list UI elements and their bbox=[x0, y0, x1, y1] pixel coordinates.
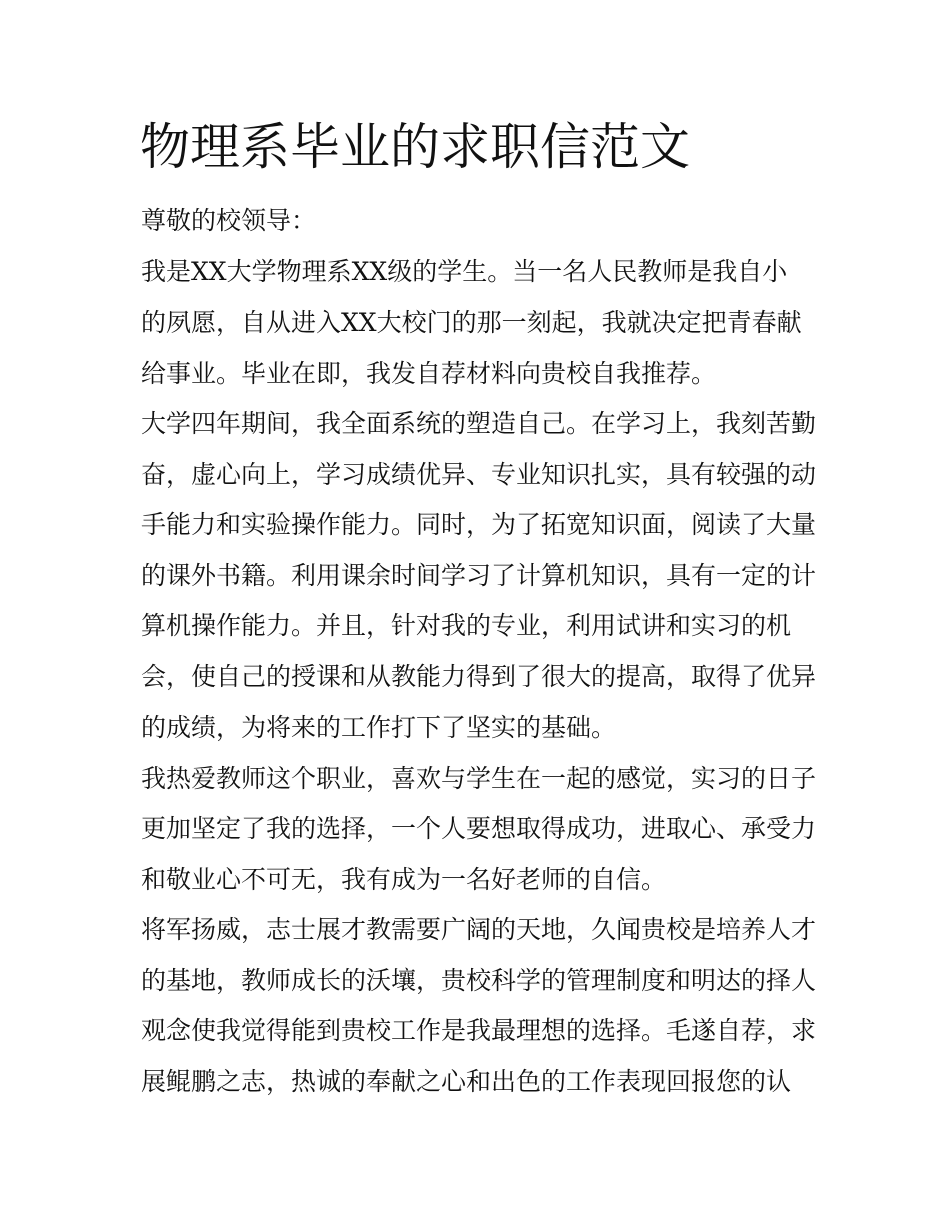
body-line: 大学四年期间，我全面系统的塑造自己。在学习上，我刻苦勤 bbox=[141, 409, 817, 438]
body-line: 的成绩，为将来的工作打下了坚实的基础。 bbox=[141, 713, 617, 742]
body-line: 我热爱教师这个职业，喜欢与学生在一起的感觉，实习的日子 bbox=[141, 764, 817, 793]
body-line: 更加坚定了我的选择，一个人要想取得成功，进取心、承受力 bbox=[141, 814, 817, 843]
body-line: 的夙愿，自从进入XX大校门的那一刻起，我就决定把青春献 bbox=[141, 308, 802, 337]
body-line: 手能力和实验操作能力。同时，为了拓宽知识面，阅读了大量 bbox=[141, 510, 817, 539]
body-line: 和敬业心不可无，我有成为一名好老师的自信。 bbox=[141, 865, 667, 894]
salutation-line: 尊敬的校领导： bbox=[141, 206, 317, 235]
body-line: 的基地，教师成长的沃壤，贵校科学的管理制度和明达的择人 bbox=[141, 966, 817, 995]
body-line: 将军扬威，志士展才教需要广阔的天地，久闻贵校是培养人才 bbox=[141, 915, 817, 944]
body-line: 算机操作能力。并且，针对我的专业，利用试讲和实习的机 bbox=[141, 611, 792, 640]
body-line: 我是XX大学物理系XX级的学生。当一名人民教师是我自小 bbox=[141, 257, 788, 286]
body-line: 观念使我觉得能到贵校工作是我最理想的选择。毛遂自荐，求 bbox=[141, 1016, 817, 1045]
body-line: 奋，虚心向上，学习成绩优异、专业知识扎实，具有较强的动 bbox=[141, 460, 817, 489]
document-title: 物理系毕业的求职信范文 bbox=[140, 118, 690, 176]
body-line: 的课外书籍。利用课余时间学习了计算机知识，具有一定的计 bbox=[141, 561, 817, 590]
body-line: 展鲲鹏之志，热诚的奉献之心和出色的工作表现回报您的认 bbox=[141, 1067, 792, 1096]
body-line: 给事业。毕业在即，我发自荐材料向贵校自我推荐。 bbox=[141, 359, 717, 388]
body-line: 会，使自己的授课和从教能力得到了很大的提高，取得了优异 bbox=[141, 662, 817, 691]
